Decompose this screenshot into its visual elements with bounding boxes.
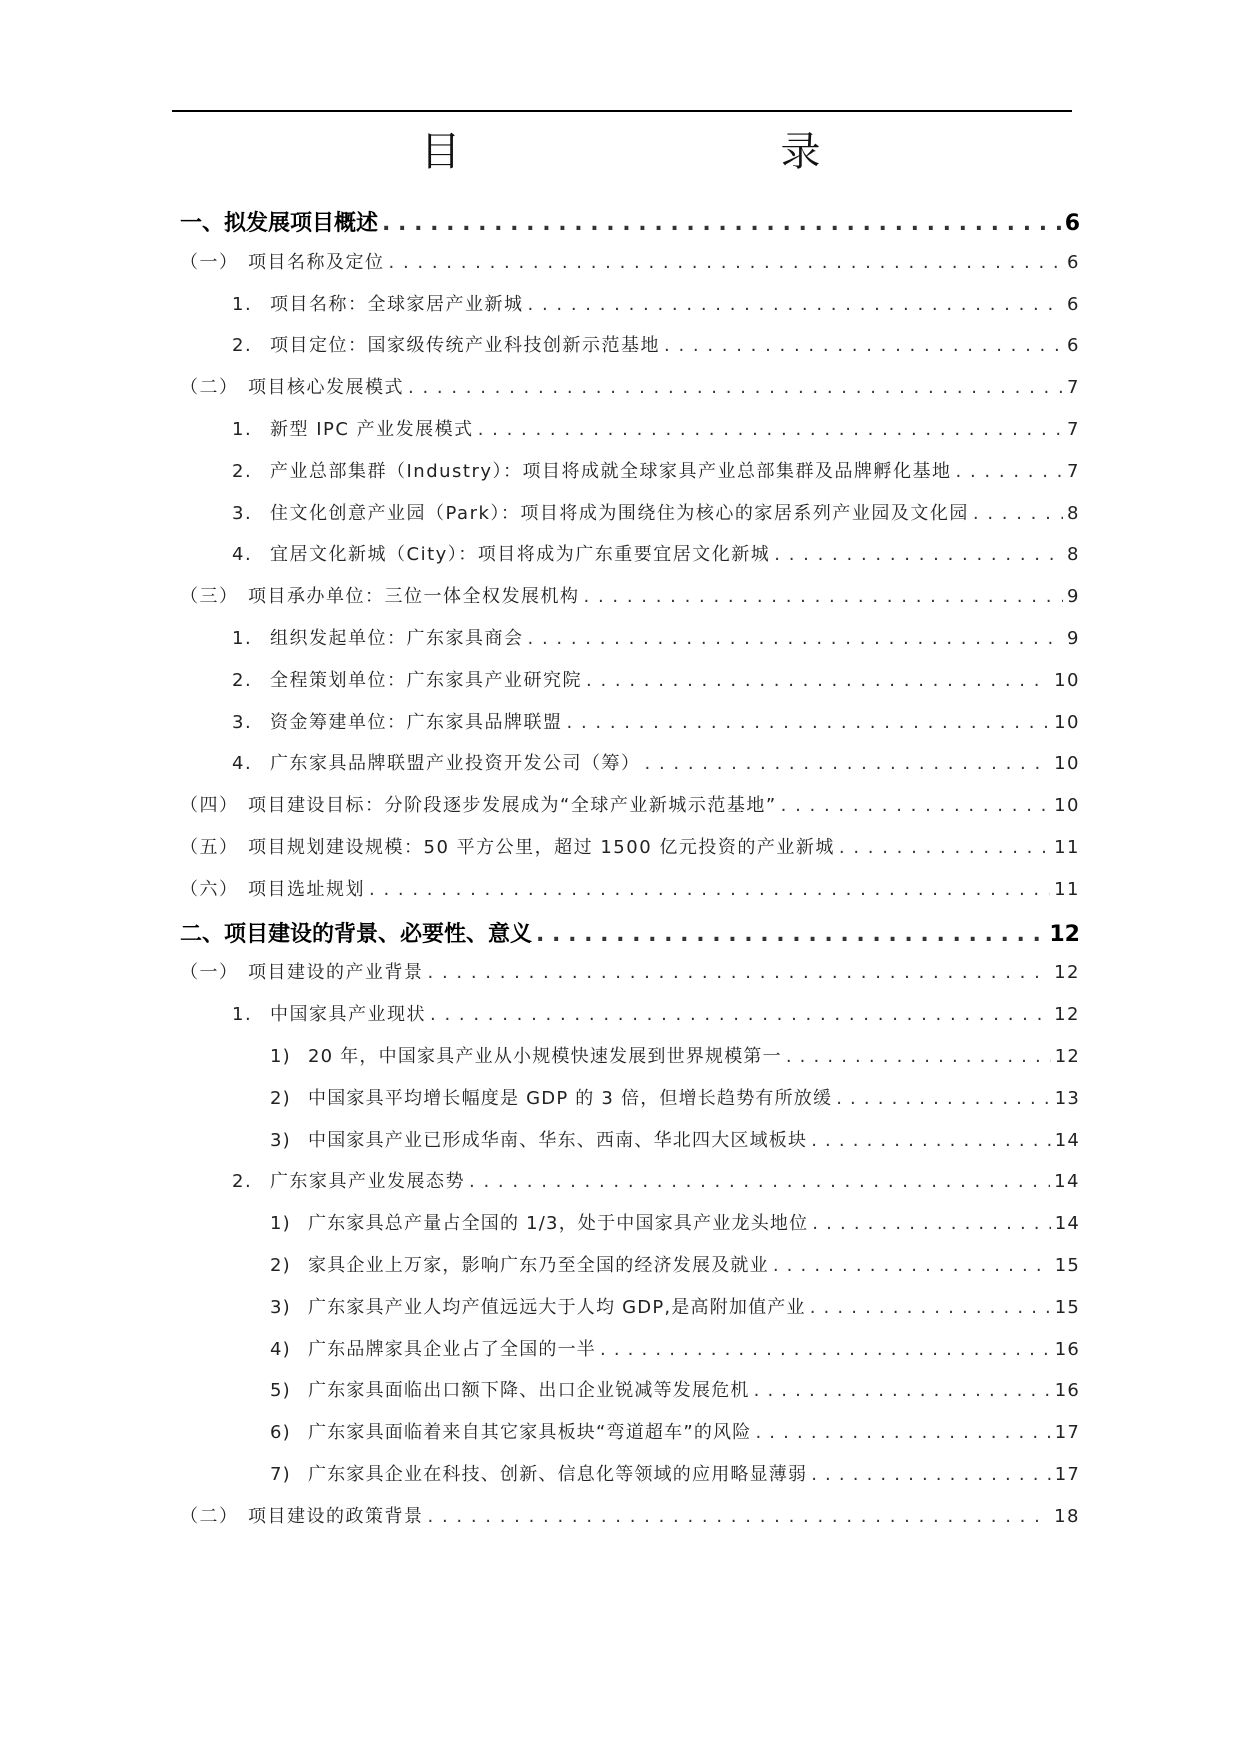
toc-entry-number: （六） (180, 878, 239, 900)
toc-entry[interactable] (232, 624, 1080, 650)
toc-entry-page: 9 (1067, 586, 1080, 608)
toc-entry[interactable] (180, 248, 1080, 274)
toc-entry-page: 6 (1067, 335, 1080, 357)
toc-entry[interactable] (232, 457, 1080, 483)
toc-entry-text: 项目名称及定位 (248, 251, 385, 273)
toc-entry-number: 一、 (180, 211, 225, 236)
toc-entry-label (180, 833, 835, 859)
toc-entry-number: 3. (232, 711, 253, 733)
toc-entry-page: 12 (1054, 1046, 1080, 1067)
toc-entry-label (232, 540, 770, 566)
toc-entry-label (270, 1042, 782, 1068)
toc-entry-label (180, 1502, 424, 1528)
toc-entry-label (270, 1460, 807, 1486)
toc-entry-page: 13 (1054, 1087, 1080, 1109)
toc-entry-page: 9 (1067, 628, 1080, 649)
toc-entry-text: 项目核心发展模式 (248, 377, 404, 399)
toc-entry[interactable] (232, 1167, 1080, 1193)
toc-entry-number: （二） (180, 377, 239, 399)
toc-entry[interactable] (270, 1042, 1080, 1068)
toc-dot-leader (478, 419, 1063, 440)
toc-entry-page: 14 (1054, 1129, 1080, 1151)
toc-entry-text: 中国家具平均增长幅度是 GDP 的 3 倍，但增长趋势有所放缓 (308, 1087, 833, 1109)
toc-dot-leader (428, 962, 1051, 983)
toc-entry-text: 项目承办单位：三位一体全权发展机构 (248, 586, 580, 608)
toc-entry-text: 项目名称：全球家居产业新城 (270, 293, 524, 315)
toc-entry-text: 项目建设目标：分阶段逐步发展成为“全球产业新城示范基地” (248, 795, 777, 817)
toc-entry-text: 广东家具面临着来自其它家具板块“弯道超车”的风险 (308, 1422, 752, 1444)
toc-entry[interactable] (270, 1084, 1080, 1110)
toc-entry-text: 项目建设的背景、必要性、意义 (224, 921, 533, 947)
toc-entry-label (232, 624, 524, 650)
toc-entry-number: 2. (232, 460, 253, 482)
toc-dot-leader (408, 377, 1063, 398)
toc-entry-label (180, 875, 365, 901)
toc-entry[interactable] (232, 540, 1080, 566)
toc-entry-page: 12 (1054, 1004, 1080, 1026)
toc-entry-text: 拟发展项目概述 (224, 211, 379, 236)
toc-dot-leader (430, 1004, 1050, 1025)
toc-entry-label (232, 708, 563, 734)
toc-entry-page: 12 (1049, 921, 1080, 947)
toc-entry-text: 广东家具产业发展态势 (270, 1171, 465, 1193)
toc-entry[interactable] (232, 1000, 1080, 1026)
toc-entry[interactable] (180, 917, 1080, 948)
toc-entry-label (232, 331, 660, 357)
toc-entry-text: 资金筹建单位：广东家具品牌联盟 (270, 711, 563, 733)
toc-entry-text: 广东家具产业人均产值远远大于人均 GDP,是高附加值产业 (308, 1296, 806, 1318)
toc-entry-page: 10 (1054, 669, 1080, 691)
toc-entry-page: 6 (1067, 251, 1080, 273)
toc-entry-number: 4. (232, 544, 253, 566)
toc-dot-leader (600, 1339, 1051, 1360)
toc-entry-number: 2. (232, 1171, 253, 1193)
top-rule (172, 110, 1072, 112)
toc-entry-page: 8 (1067, 502, 1080, 524)
toc-entry[interactable] (232, 499, 1080, 525)
toc-dot-leader (754, 1380, 1051, 1401)
toc-dot-leader (584, 586, 1064, 607)
toc-entry-number: 1. (232, 1004, 253, 1026)
toc-entry[interactable] (232, 666, 1080, 692)
toc-entry-text: 住文化创意产业园（Park）：项目将成为围绕住为核心的家居系列产业园及文化园 (270, 502, 969, 524)
toc-entry-text: 广东品牌家具企业占了全国的一半 (308, 1338, 596, 1360)
toc-entry-label (180, 248, 385, 274)
toc-entry-label (270, 1084, 832, 1110)
toc-entry-text: 家具企业上万家，影响广东乃至全国的经济发展及就业 (308, 1255, 769, 1276)
toc-entry-label (180, 582, 580, 608)
toc-entry-label (232, 749, 641, 775)
toc-entry[interactable] (270, 1126, 1080, 1152)
toc-entry[interactable] (180, 791, 1080, 817)
toc-entry-number: 3. (232, 502, 253, 524)
toc-entry-number: 4. (232, 753, 253, 775)
toc-entry-label (232, 1000, 426, 1026)
toc-dot-leader (664, 335, 1063, 356)
toc-dot-leader (973, 503, 1063, 524)
toc-entry-page: 17 (1054, 1422, 1080, 1444)
toc-entry-page: 10 (1054, 711, 1080, 733)
toc-entry-page: 7 (1067, 460, 1080, 482)
toc-entry-number: 2) (270, 1087, 291, 1109)
toc-dot-leader (812, 1213, 1050, 1234)
toc-entry[interactable] (232, 290, 1080, 316)
toc-dot-leader (956, 461, 1064, 482)
toc-entry-label (270, 1376, 750, 1402)
toc-dot-leader (428, 1506, 1051, 1527)
toc-entry-number: 1. (232, 293, 253, 315)
toc-entry-number: 3) (270, 1296, 291, 1318)
toc-entry-page: 8 (1067, 544, 1080, 566)
toc-entry[interactable] (232, 331, 1080, 357)
toc-dot-leader (774, 544, 1063, 565)
toc-entry-number: （四） (180, 795, 239, 817)
toc-entry-page: 16 (1054, 1338, 1080, 1360)
toc-dot-leader (786, 1046, 1051, 1067)
toc-entry[interactable] (270, 1251, 1080, 1277)
toc-entry-page: 6 (1064, 211, 1080, 236)
toc-entry-number: 2. (232, 669, 253, 691)
toc-entry-page: 12 (1054, 962, 1080, 984)
toc-entry[interactable] (270, 1293, 1080, 1319)
toc-entry-number: （一） (180, 962, 239, 984)
toc-entry-text: 组织发起单位：广东家具商会 (270, 628, 524, 649)
toc-entry-label (232, 457, 952, 483)
toc-entry[interactable] (270, 1335, 1080, 1361)
toc-entry-label (270, 1335, 596, 1361)
toc-entry-number: 2) (270, 1255, 291, 1276)
toc-entry-page: 11 (1054, 837, 1080, 858)
toc-entry-text: 广东家具品牌联盟产业投资开发公司（筹） (270, 753, 641, 775)
toc-entry-text: 宜居文化新城（City）：项目将成为广东重要宜居文化新城 (270, 544, 771, 566)
toc-entry[interactable] (180, 1502, 1080, 1528)
toc-entry-text: 全程策划单位：广东家具产业研究院 (270, 669, 582, 691)
toc-entry-label (270, 1126, 807, 1152)
toc-entry-label (180, 917, 532, 948)
toc-entry-label (232, 666, 582, 692)
toc-entry[interactable] (180, 875, 1080, 901)
toc-entry-label (232, 499, 969, 525)
toc-entry-label (180, 373, 404, 399)
toc-entry-text: 广东家具面临出口额下降、出口企业锐减等发展危机 (308, 1380, 750, 1402)
toc-entry-page: 11 (1054, 878, 1080, 900)
toc-entry-text: 产业总部集群（Industry）：项目将成就全球家具产业总部集群及品牌孵化基地 (270, 460, 952, 482)
toc-entry-label (180, 206, 378, 237)
toc-entry[interactable] (180, 958, 1080, 984)
toc-entry-text: 项目建设的政策背景 (248, 1505, 424, 1527)
toc-entry[interactable] (270, 1376, 1080, 1402)
toc-entry-text: 中国家具产业已形成华南、华东、西南、华北四大区域板块 (308, 1129, 808, 1151)
toc-entry-page: 10 (1054, 795, 1080, 817)
toc-entry-page: 14 (1054, 1213, 1080, 1235)
toc-entry-page: 18 (1054, 1505, 1080, 1527)
toc-entry-number: （一） (180, 251, 239, 273)
toc-entry-page: 15 (1054, 1255, 1080, 1276)
page-title: 目 录 (420, 129, 901, 175)
toc-entry[interactable] (180, 206, 1080, 237)
toc-entry-number: 1. (232, 628, 253, 649)
toc-entry[interactable] (232, 415, 1080, 441)
toc-dot-leader (839, 837, 1050, 858)
toc-entry-text: 项目定位：国家级传统产业科技创新示范基地 (270, 335, 660, 357)
toc-entry-number: 4) (270, 1338, 291, 1360)
toc-entry[interactable] (180, 833, 1080, 859)
toc-entry[interactable] (180, 373, 1080, 399)
toc-entry-number: 3) (270, 1129, 291, 1151)
toc-dot-leader (382, 211, 1061, 236)
toc-dot-leader (773, 1255, 1051, 1276)
toc-entry-label (270, 1251, 769, 1277)
toc-entry-label (270, 1418, 751, 1444)
toc-dot-leader (389, 252, 1064, 273)
toc-entry-number: 2. (232, 335, 253, 357)
toc-entry-text: 项目选址规划 (248, 878, 365, 900)
toc-entry[interactable] (270, 1460, 1080, 1486)
toc-entry-number: （二） (180, 1505, 239, 1527)
toc-entry-text: 项目规划建设规模：50 平方公里，超过 1500 亿元投资的产业新城 (248, 837, 835, 858)
toc-entry-number: 1) (270, 1213, 291, 1235)
toc-entry-text: 20 年，中国家具产业从小规模快速发展到世界规模第一 (308, 1046, 782, 1067)
toc-entry-text: 广东家具企业在科技、创新、信息化等领域的应用略显薄弱 (308, 1464, 808, 1485)
toc-entry-text: 中国家具产业现状 (270, 1004, 426, 1026)
toc-entry-text: 新型 IPC 产业发展模式 (270, 419, 474, 440)
toc-entry-number: （五） (180, 837, 239, 858)
toc-entry-number: 1) (270, 1046, 291, 1067)
toc-dot-leader (536, 922, 1045, 947)
toc-dot-leader (469, 1171, 1050, 1192)
toc-entry-page: 16 (1054, 1380, 1080, 1402)
toc-entry-page: 6 (1067, 293, 1080, 315)
toc-entry-page: 17 (1054, 1464, 1080, 1485)
toc-entry-number: 二、 (180, 921, 225, 947)
toc-entry-label (232, 1167, 465, 1193)
toc-dot-leader (781, 795, 1050, 816)
toc-entry[interactable] (270, 1418, 1080, 1444)
toc-dot-leader (369, 879, 1050, 900)
toc-entry[interactable] (232, 708, 1080, 734)
toc-dot-leader (645, 753, 1051, 774)
toc-entry-page: 15 (1054, 1296, 1080, 1318)
toc-dot-leader (528, 628, 1064, 649)
toc-dot-leader (528, 294, 1064, 315)
toc-entry-page: 7 (1067, 419, 1080, 440)
toc-entry-number: 1. (232, 419, 253, 440)
toc-entry-text: 项目建设的产业背景 (248, 962, 424, 984)
toc-entry-page: 10 (1054, 753, 1080, 775)
toc-entry-page: 7 (1067, 377, 1080, 399)
toc-entry[interactable] (180, 582, 1080, 608)
toc-entry-number: （三） (180, 586, 239, 608)
toc-entry-label (232, 290, 524, 316)
toc-entry-number: 6) (270, 1422, 291, 1444)
toc-entry-label (232, 415, 474, 441)
toc-dot-leader (836, 1088, 1050, 1109)
toc-dot-leader (755, 1422, 1050, 1443)
toc-entry-label (180, 958, 424, 984)
toc-dot-leader (811, 1130, 1050, 1151)
toc-entry-number: 7) (270, 1464, 291, 1485)
toc-dot-leader (567, 712, 1051, 733)
toc-entry-text: 广东家具总产量占全国的 1/3，处于中国家具产业龙头地位 (308, 1213, 809, 1235)
toc-dot-leader (811, 1464, 1050, 1485)
toc-entry-number: 5) (270, 1380, 291, 1402)
toc-dot-leader (586, 670, 1050, 691)
toc-entry[interactable] (270, 1209, 1080, 1235)
toc-entry-label (270, 1209, 808, 1235)
toc-entry-page: 14 (1054, 1171, 1080, 1193)
toc-entry-label (270, 1293, 806, 1319)
toc-dot-leader (810, 1297, 1051, 1318)
toc-entry-label (180, 791, 777, 817)
toc-entry[interactable] (232, 749, 1080, 775)
